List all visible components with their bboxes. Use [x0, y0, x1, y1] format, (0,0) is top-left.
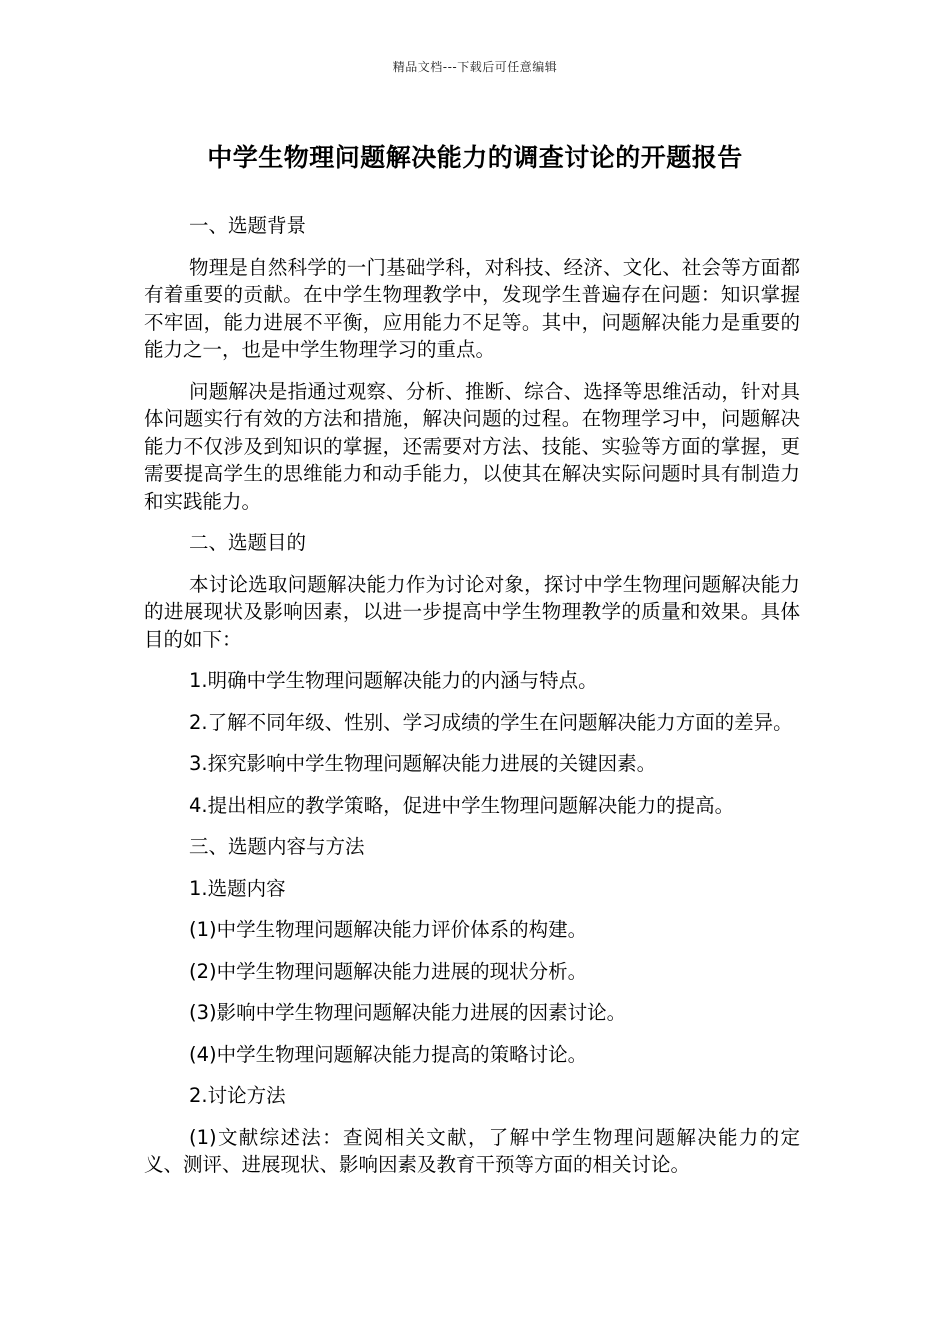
list-item-purpose-4: 4.提出相应的教学策略，促进中学生物理问题解决能力的提高。: [189, 793, 735, 817]
list-item-purpose-1: 1.明确中学生物理问题解决能力的内涵与特点。: [189, 669, 598, 692]
list-item-purpose-3: 3.探究影响中学生物理问题解决能力进展的关键因素。: [189, 752, 657, 775]
list-item-method-1: (1)文献综述法：查阅相关文献，了解中学生物理问题解决能力的定义、测评、进展现状、影响因素及教育干预等方面的相关讨论。: [144, 1125, 800, 1176]
section-heading-content-method: 三、选题内容与方法: [189, 835, 365, 858]
subheading-method: 2.讨论方法: [189, 1084, 286, 1107]
paragraph-background-1: 物理是自然科学的一门基础学科，对科技、经济、文化、社会等方面都有着重要的贡献。在中学生物理教学中，发现学生普遍存在问题：知识掌握不牢固，能力进展不平衡，应用能力不足等。其中，问题解决能力是重要的能力之一，也是中学生物理学习的重点。: [144, 255, 800, 361]
header-note: 精品文档---下载后可任意编辑: [392, 60, 558, 74]
section-heading-purpose: 二、选题目的: [189, 531, 307, 554]
document-body: [144, 212, 800, 1193]
paragraph-purpose-intro: 本讨论选取问题解决能力作为讨论对象，探讨中学生物理问题解决能力的进展现状及影响因素，以进一步提高中学生物理教学的质量和效果。具体目的如下：: [144, 572, 800, 651]
list-item-content-3: (3)影响中学生物理问题解决能力进展的因素讨论。: [189, 1001, 627, 1024]
paragraph-background-2: 问题解决是指通过观察、分析、推断、综合、选择等思维活动，针对具体问题实行有效的方法和措施，解决问题的过程。在物理学习中，问题解决能力不仅涉及到知识的掌握，还需要对方法、技能、实验等方面的掌握，更需要提高学生的思维能力和动手能力，以使其在解决实际问题时具有制造力和实践能力。: [144, 379, 800, 513]
list-item-content-1: (1)中学生物理问题解决能力评价体系的构建。: [189, 918, 588, 941]
list-item-content-2: (2)中学生物理问题解决能力进展的现状分析。: [189, 959, 588, 983]
subheading-content: 1.选题内容: [189, 876, 286, 900]
list-item-content-4: (4)中学生物理问题解决能力提高的策略讨论。: [189, 1042, 588, 1066]
document-title: 中学生物理问题解决能力的调查讨论的开题报告: [207, 143, 743, 172]
list-item-purpose-2: 2.了解不同年级、性别、学习成绩的学生在问题解决能力方面的差异。: [189, 710, 793, 734]
section-heading-background: 一、选题背景: [189, 214, 307, 237]
